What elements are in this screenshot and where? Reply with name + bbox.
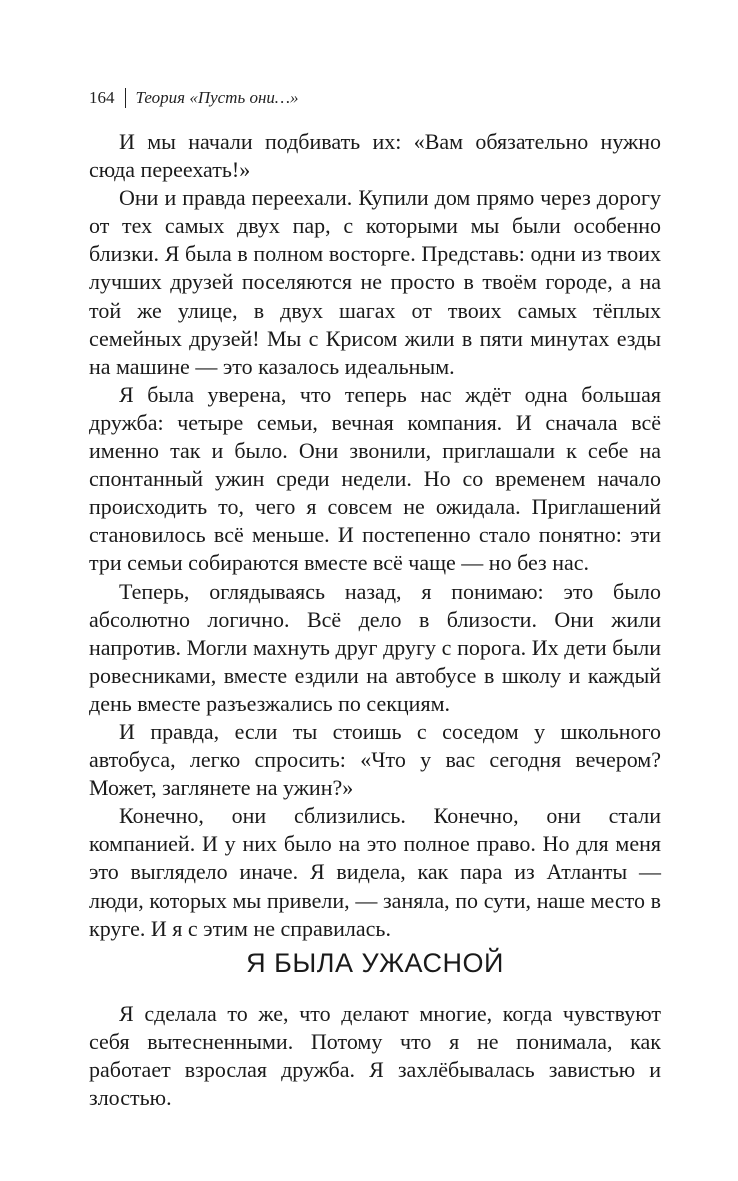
paragraph: И правда, если ты стоишь с соседом у школьного автобуса, легко спросить: «Что у вас сегодня вечером? Может, заглянете на ужин?» (89, 718, 661, 801)
body-text-before-heading (89, 128, 661, 943)
paragraph: Я была уверена, что теперь нас ждёт одна большая дружба: четыре семьи, вечная компания. И сначала всё именно так и было. Они звонили, приглашали к себе на спонтанный ужин среди недели. Но со временем начало происходить то, чего я совсем не ожидала. Приглашений становилось всё меньше. И постепенно стало понятно: эти три семьи собираются вместе всё чаще — но без нас. (89, 381, 661, 576)
running-title: Теория «Пусть они…» (135, 88, 299, 107)
header-divider (125, 88, 126, 108)
paragraph: Теперь, оглядываясь назад, я понимаю: это было абсолютно логично. Всё дело в близости. Они жили напротив. Могли махнуть друг другу с порога. Их дети были ровесниками, вместе ездили на автобусе в школу и каждый день вместе разъезжались по секциям. (89, 578, 661, 716)
section-heading: Я БЫЛА УЖАСНОЙ (246, 948, 504, 978)
paragraph: Конечно, они сблизились. Конечно, они стали компанией. И у них было на это полное право. Но для меня это выглядело иначе. Я видела, как пара из Атланты — люди, которых мы привели, — заняла, по сути, наше место в круге. И я с этим не справилась. (89, 803, 661, 941)
page-number: 164 (89, 88, 115, 107)
paragraph: И мы начали подбивать их: «Вам обязательно нужно сюда переехать!» (89, 129, 661, 183)
paragraph: Я сделала то же, что делают многие, когда чувствуют себя вытесненными. Потому что я не понимала, как работает взрослая дружба. Я захлёбывалась завистью и злостью. (89, 1001, 661, 1111)
paragraph: Они и правда переехали. Купили дом прямо через дорогу от тех самых двух пар, с которыми мы были особенно близки. Я была в полном восторге. Представь: одни из твоих лучших друзей поселяются не просто в твоём городе, а на той же улице, в двух шагах от твоих самых тёплых семейных друзей! Мы с Крисом жили в пяти минутах езды на машине — это казалось идеальным. (89, 185, 661, 379)
running-header (89, 84, 299, 112)
body-text-after-heading (89, 1000, 661, 1112)
